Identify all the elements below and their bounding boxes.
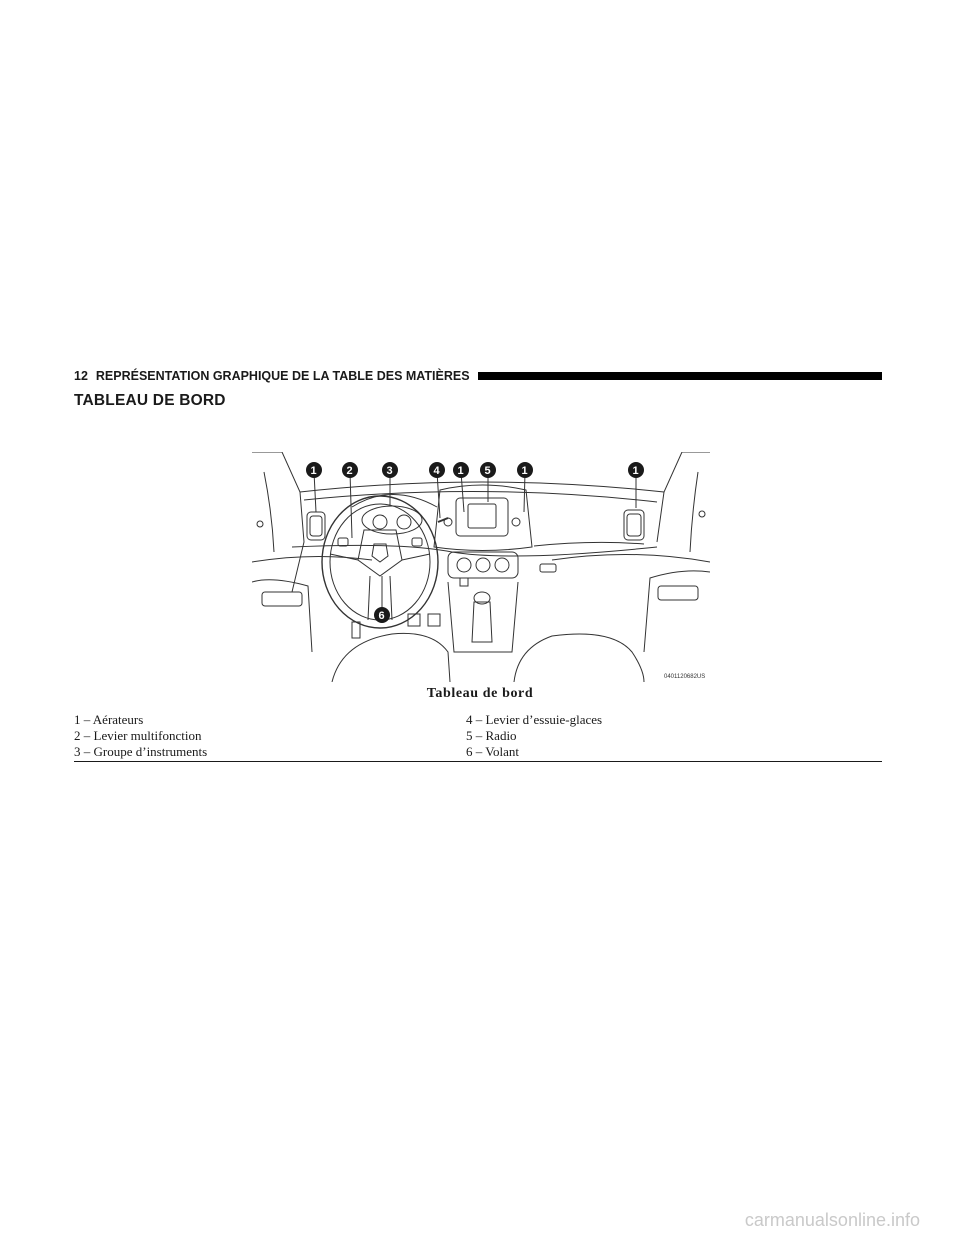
figure-caption: Tableau de bord [426, 686, 534, 701]
legend-item: 4 – Levier d’essuie-glaces [466, 712, 603, 727]
callout-4: 4 [433, 465, 440, 477]
callout-2: 2 [346, 465, 353, 477]
callout-1-center-left: 1 [457, 465, 464, 477]
callout-6: 6 [378, 610, 385, 622]
figure-code: 0401120682US [664, 674, 706, 680]
legend-column-left [74, 712, 207, 760]
section-bottom-rule [74, 761, 882, 762]
callout-1-right: 1 [632, 465, 639, 477]
section-title: TABLEAU DE BORD [74, 392, 226, 409]
callout-1-center-right: 1 [521, 465, 528, 477]
legend-item: 1 – Aérateurs [74, 712, 144, 727]
header-rule [478, 372, 882, 380]
legend-item: 2 – Levier multifonction [74, 728, 202, 743]
running-header-title: REPRÉSENTATION GRAPHIQUE DE LA TABLE DES MATIÈRES [95, 369, 470, 383]
legend-item: 5 – Radio [466, 728, 517, 743]
callout-3: 3 [386, 465, 393, 477]
page-number: 12 [74, 369, 88, 383]
legend-column-right [466, 712, 602, 760]
callout-1-left: 1 [310, 465, 317, 477]
callout-5: 5 [484, 465, 491, 477]
legend-item: 3 – Groupe d’instruments [74, 744, 208, 759]
watermark: carmanualsonline.info [744, 1210, 920, 1230]
dashboard-line-drawing [252, 452, 710, 682]
running-header [74, 366, 882, 386]
legend-item: 6 – Volant [466, 744, 519, 759]
dashboard-illustration [252, 452, 710, 682]
